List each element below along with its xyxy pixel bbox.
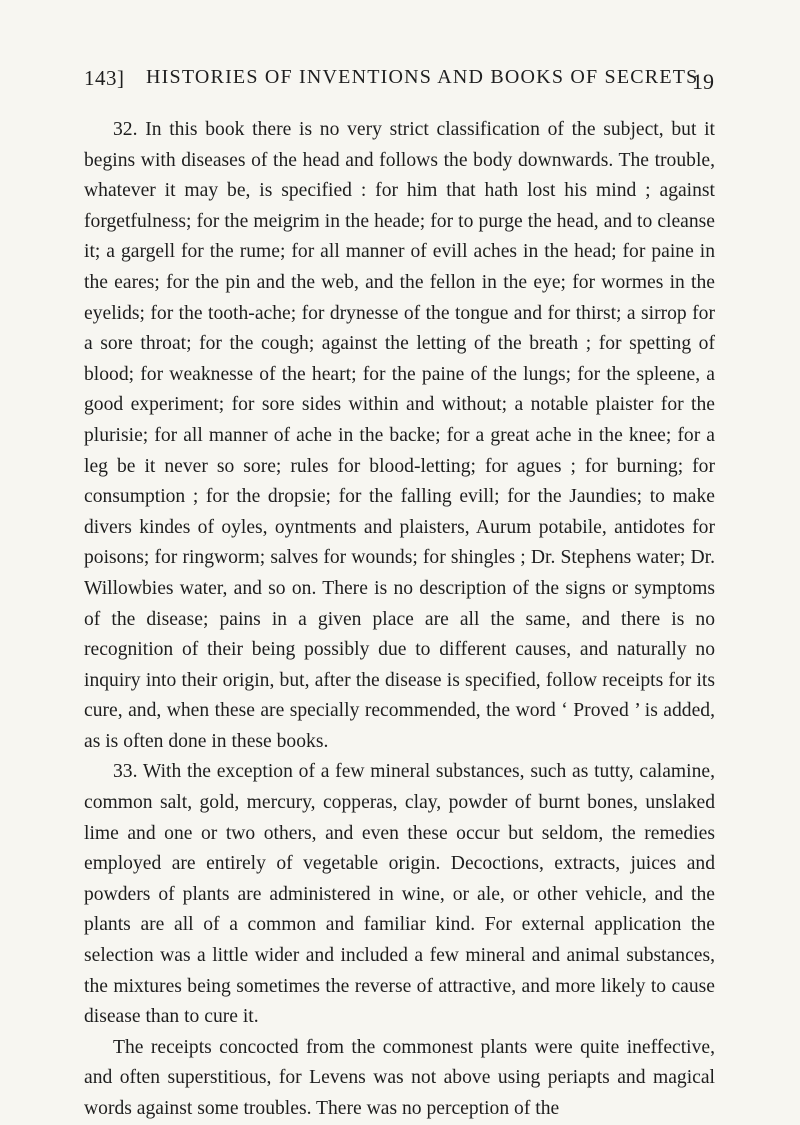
page-number: 19 (692, 69, 714, 94)
page-reference: 143] (84, 66, 125, 90)
running-title: HISTORIES OF INVENTIONS AND BOOKS OF SECRETS (146, 66, 699, 88)
running-head (84, 66, 714, 96)
paragraph-32: 32. In this book there is no very strict classification of the subject, but it begins with diseases of the head and follows the body downwards. The trouble, whatever it may be, is specified : for him that hath lost his mind ; against forgetfulness; for the meigrim in the heade; for to purge the head, and to cleanse it; a gargell for the rume; for all manner of evill aches in the head; for paine in the eares; for the pin and the web, and the fellon in the eye; for wormes in the eyelids; for the tooth-ache; for drynesse of the tongue and for thirst; a sirrop for a sore throat; for the cough; against the letting of the breath ; for spetting of blood; for weaknesse of the heart; for the paine of the lungs; for the spleene, a good experiment; for sore sides within and without; a notable plaister for the plurisie; for all manner of ache in the backe; for a great ache in the knee; for a leg be it never so sore; rules for blood-letting; for agues ; for burning; for consumption ; for the dropsie; for the falling evill; for the Jaundies; to make divers kindes of oyles, oyntments and plaisters, Aurum potabile, antidotes for poisons; for ringworm; salves for wounds; for shingles ; Dr. Stephens water; Dr. Willowbies water, and so on. There is no description of the signs or symptoms of the disease; pains in a given place are all the same, and there is no recognition of their being possibly due to different causes, and naturally no inquiry into their origin, but, after the disease is specified, follow receipts for its cure, and, when these are specially recommended, the word ‘ Proved ’ is added, as is often done in these books. (84, 119, 715, 752)
paragraph-33: 33. With the exception of a few mineral substances, such as tutty, calamine, common salt, gold, mercury, copperas, clay, powder of burnt bones, unslaked lime and one or two others, and even these occur but seldom, the remedies employed are entirely of vegetable origin. Decoctions, extracts, juices and powders of plants are administered in wine, or ale, or other vehicle, and the plants are all of a common and familiar kind. For external application the selection was a little wider and included a few mineral and animal substances, the mixtures being sometimes the reverse of attractive, and more likely to cause disease than to cure it. (84, 761, 715, 1028)
paragraph-receipts: The receipts concocted from the commonest plants were quite ineffective, and often superstitious, for Levens was not above using periapts and magical words against some troubles. There was no perception of the (84, 1036, 715, 1119)
body-text (84, 115, 715, 1125)
